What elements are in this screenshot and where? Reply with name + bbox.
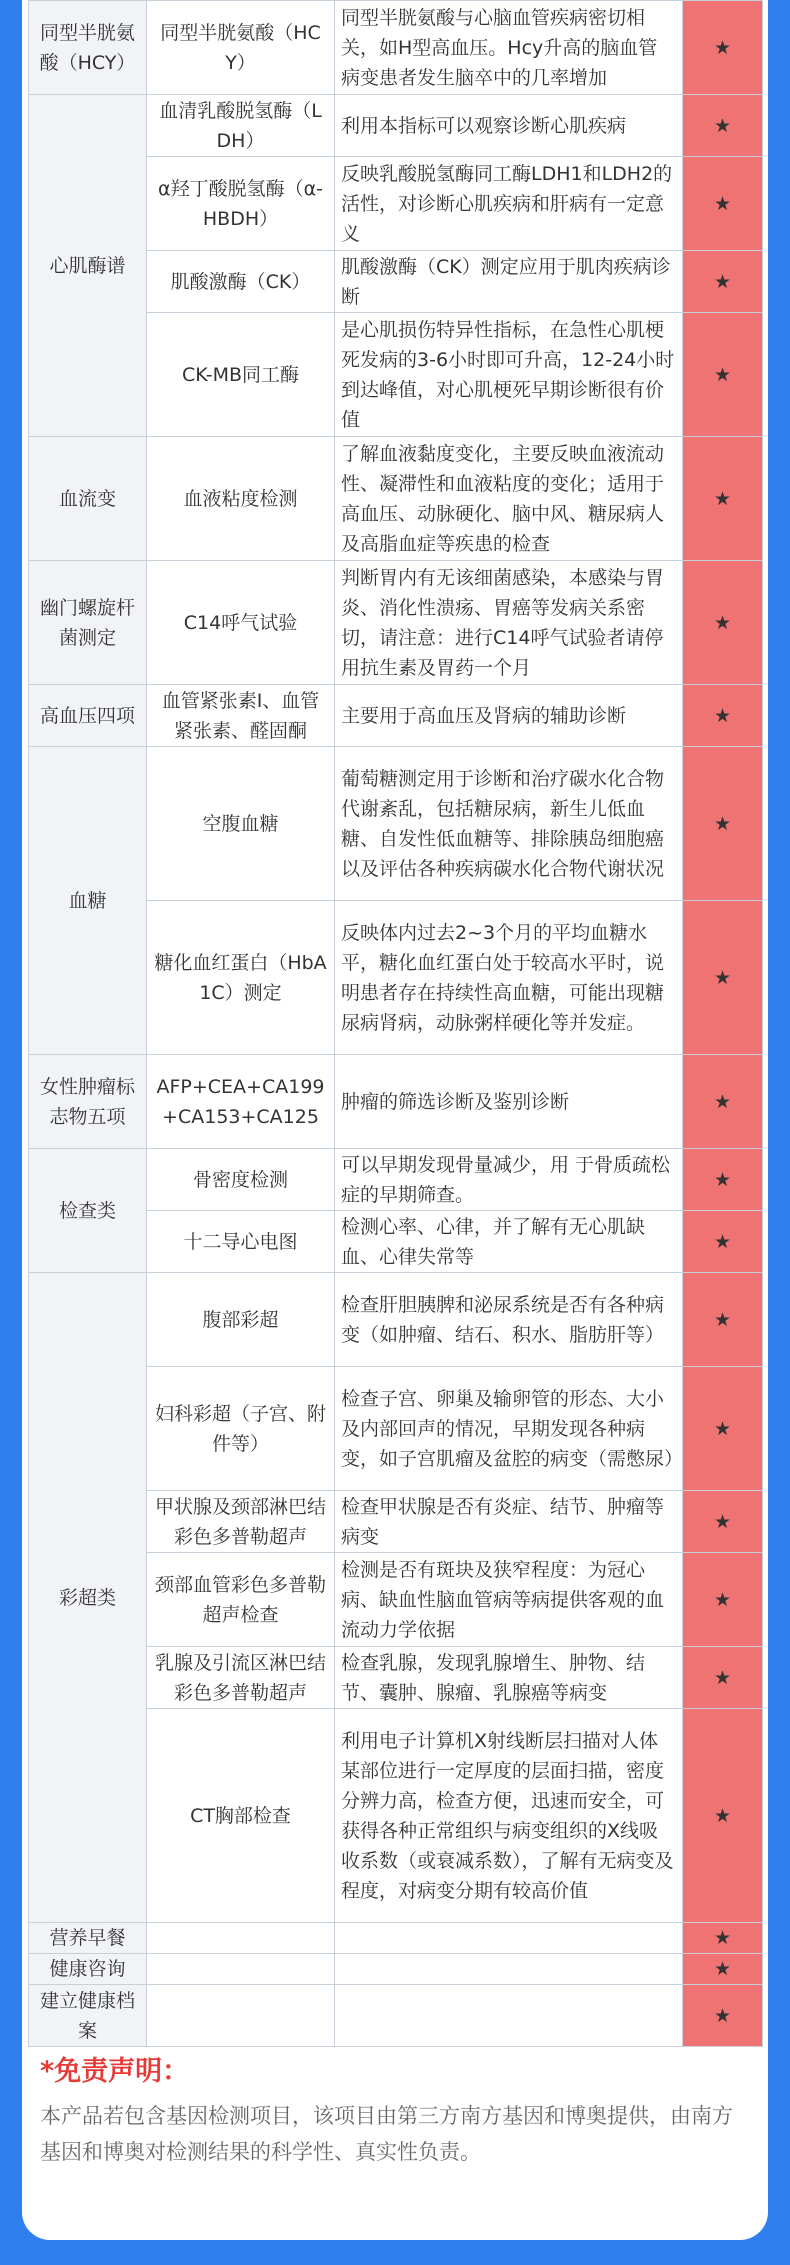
description-cell: 是心肌损伤特异性指标，在急性心肌梗死发病的3-6小时即可升高，12-24小时到达峰值，对心肌梗死早期诊断很有价值 [335,313,683,437]
star-icon: ★ [683,1553,763,1647]
description-cell: 检测心率、心律，并了解有无心肌缺血、心律失常等 [335,1211,683,1273]
item-cell [147,1923,335,1954]
item-cell: 妇科彩超（子宫、附件等） [147,1367,335,1491]
star-icon: ★ [683,1211,763,1273]
description-cell: 利用电子计算机X射线断层扫描对人体某部位进行一定厚度的层面扫描，密度分辨力高，检查方便，迅速而安全，可获得各种正常组织与病变组织的X线吸收系数（或衰减系数），了解有无病变及程度，对病变分期有较高价值 [335,1709,683,1923]
star-icon: ★ [683,437,763,561]
item-cell: 十二导心电图 [147,1211,335,1273]
disclaimer-title: *免责声明： [40,2056,190,2087]
description-cell: 判断胃内有无该细菌感染，本感染与胃炎、消化性溃疡、胃癌等发病关系密切，请注意：进行C14呼气试验者请停用抗生素及胃药一个月 [335,561,683,685]
description-cell: 同型半胱氨酸与心脑血管疾病密切相关，如H型高血压。Hcy升高的脑血管病变患者发生脑卒中的几率增加 [335,1,683,95]
table-row [29,1985,763,2047]
description-cell: 可以早期发现骨量减少，用 于骨质疏松症的早期筛查。 [335,1149,683,1211]
item-cell: α羟丁酸脱氢酶（α-HBDH） [147,157,335,251]
description-cell: 主要用于高血压及肾病的辅助诊断 [335,685,683,747]
description-cell: 肌酸激酶（CK）测定应用于肌肉疾病诊断 [335,251,683,313]
table-row [29,747,763,901]
description-cell: 葡萄糖测定用于诊断和治疗碳水化合物代谢紊乱，包括糖尿病，新生儿低血糖、自发性低血糖等、排除胰岛细胞癌以及评估各种疾病碳水化合物代谢状况 [335,747,683,901]
star-icon: ★ [683,1367,763,1491]
item-cell: CK-MB同工酶 [147,313,335,437]
description-cell: 肿瘤的筛选诊断及鉴别诊断 [335,1055,683,1149]
category-cell: 血流变 [29,437,147,561]
star-icon: ★ [683,251,763,313]
category-cell: 心肌酶谱 [29,95,147,437]
category-cell: 营养早餐 [29,1923,147,1954]
category-cell: 血糖 [29,747,147,1055]
star-icon: ★ [683,1954,763,1985]
description-cell [335,1954,683,1985]
star-icon: ★ [683,313,763,437]
table-row [29,1273,763,1367]
category-cell: 高血压四项 [29,685,147,747]
star-icon: ★ [683,1985,763,2047]
category-cell: 幽门螺旋杆菌测定 [29,561,147,685]
description-cell: 检查甲状腺是否有炎症、结节、肿瘤等病变 [335,1491,683,1553]
description-cell: 检查子宫、卵巢及输卵管的形态、大小及内部回声的情况，早期发现各种病变，如子宫肌瘤及盆腔的病变（需憋尿） [335,1367,683,1491]
item-cell: 甲状腺及颈部淋巴结彩色多普勒超声 [147,1491,335,1553]
item-cell: 空腹血糖 [147,747,335,901]
description-cell [335,1985,683,2047]
checkup-items-table [28,0,763,2047]
disclaimer-section [40,2052,750,2170]
item-cell: 血液粘度检测 [147,437,335,561]
item-cell: 糖化血红蛋白（HbA1C）测定 [147,901,335,1055]
item-cell: 血管紧张素Ⅰ、血管紧张素、醛固酮 [147,685,335,747]
item-cell [147,1985,335,2047]
item-cell: C14呼气试验 [147,561,335,685]
star-icon: ★ [683,1149,763,1211]
table-row [29,1923,763,1954]
item-cell: 颈部血管彩色多普勒超声检查 [147,1553,335,1647]
description-cell: 检查肝胆胰脾和泌尿系统是否有各种病变（如肿瘤、结石、积水、脂肪肝等） [335,1273,683,1367]
star-icon: ★ [683,1055,763,1149]
table-row [29,1,763,95]
item-cell: 肌酸激酶（CK） [147,251,335,313]
star-icon: ★ [683,1273,763,1367]
description-cell: 了解血液黏度变化，主要反映血液流动性、凝滞性和血液粘度的变化；适用于高血压、动脉硬化、脑中风、糖尿病人及高脂血症等疾患的检查 [335,437,683,561]
table-row [29,95,763,157]
star-icon: ★ [683,1709,763,1923]
star-icon: ★ [683,901,763,1055]
description-cell: 利用本指标可以观察诊断心肌疾病 [335,95,683,157]
item-cell [147,1954,335,1985]
star-icon: ★ [683,1647,763,1709]
description-cell: 反映乳酸脱氢酶同工酶LDH1和LDH2的活性，对诊断心肌疾病和肝病有一定意义 [335,157,683,251]
category-cell: 建立健康档案 [29,1985,147,2047]
item-cell: 同型半胱氨酸（HCY） [147,1,335,95]
item-cell: 血清乳酸脱氢酶（LDH） [147,95,335,157]
category-cell: 健康咨询 [29,1954,147,1985]
table-row [29,1055,763,1149]
item-cell: CT胸部检查 [147,1709,335,1923]
category-cell: 彩超类 [29,1273,147,1923]
table-row [29,1149,763,1211]
category-cell: 同型半胱氨酸（HCY） [29,1,147,95]
star-icon: ★ [683,561,763,685]
star-icon: ★ [683,95,763,157]
description-cell: 检查乳腺，发现乳腺增生、肿物、结节、囊肿、腺瘤、乳腺癌等病变 [335,1647,683,1709]
item-cell: 乳腺及引流区淋巴结彩色多普勒超声 [147,1647,335,1709]
description-cell [335,1923,683,1954]
item-cell: 骨密度检测 [147,1149,335,1211]
description-cell: 检测是否有斑块及狭窄程度：为冠心病、缺血性脑血管病等病提供客观的血流动力学依据 [335,1553,683,1647]
item-cell: AFP+CEA+CA199+CA153+CA125 [147,1055,335,1149]
table-row [29,437,763,561]
table-row [29,561,763,685]
table-row [29,685,763,747]
category-cell: 检查类 [29,1149,147,1273]
star-icon: ★ [683,157,763,251]
disclaimer-text: 本产品若包含基因检测项目，该项目由第三方南方基因和博奥提供，由南方基因和博奥对检测结果的科学性、真实性负责。 [40,2104,733,2164]
star-icon: ★ [683,1,763,95]
description-cell: 反映体内过去2~3个月的平均血糖水平，糖化血红蛋白处于较高水平时，说明患者存在持续性高血糖，可能出现糖尿病肾病，动脉粥样硬化等并发症。 [335,901,683,1055]
table-row [29,1954,763,1985]
star-icon: ★ [683,1923,763,1954]
star-icon: ★ [683,685,763,747]
category-cell: 女性肿瘤标志物五项 [29,1055,147,1149]
item-cell: 腹部彩超 [147,1273,335,1367]
star-icon: ★ [683,747,763,901]
star-icon: ★ [683,1491,763,1553]
